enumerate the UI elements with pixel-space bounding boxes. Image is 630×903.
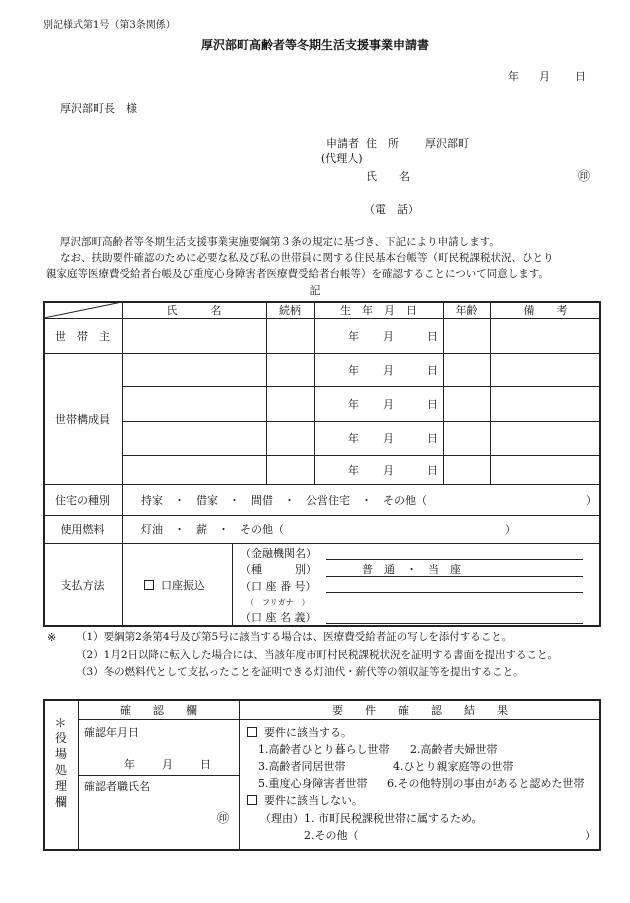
payment-transfer-option[interactable]: 口座振込 [144, 579, 205, 592]
bank-name-line [326, 559, 583, 560]
confirmer-seal-icon: ㊞ [217, 811, 230, 825]
household-head-label: 世 帯 主 [55, 330, 110, 343]
criteria-5: 5.重度心身障害者世帯 [258, 777, 368, 790]
note-2: （2）1月2日以降に転入した場合には、当該年度市町村民税課税状況を証明する書面を提出すること。 [76, 649, 559, 661]
reason-1: 1. 市町民税課税世帯に属するため。 [304, 812, 483, 825]
confirmer-label: 確認者職氏名 [84, 780, 150, 793]
address-value: 厚沢部町 [425, 137, 469, 150]
ki-label: 記 [309, 284, 321, 297]
criteria-4: 4.ひとり親家庭等の世帯 [393, 760, 514, 773]
office-side-label: 役 場 処 理 欄 [54, 731, 67, 809]
account-name-label: （口 座 名 義） [240, 611, 317, 624]
account-type-options: 普 通 ・ 当 座 [362, 563, 461, 576]
applicable-checkbox[interactable] [247, 727, 257, 737]
criteria-3: 3.高齢者同居世帯 [258, 760, 346, 773]
header-name: 氏 名 [166, 304, 222, 317]
form-number: 別記様式第1号（第3条関係） [43, 20, 176, 31]
fuel-close: ） [505, 523, 516, 536]
household-members-label: 世帯構成員 [55, 413, 110, 426]
intro-line-1: 厚沢部町高齢者等冬期生活支援事業実施要綱第３条の規定に基づき、下記により申請します。 [60, 236, 500, 248]
account-number-label: （口 座 番 号） [240, 580, 317, 593]
confirm-date-year: 年 [124, 758, 135, 771]
not-applicable-checkbox[interactable] [247, 795, 257, 805]
reason-2: 2.その他（ [304, 829, 359, 842]
date-year: 年 [508, 70, 519, 83]
housing-label: 住宅の種別 [55, 494, 110, 507]
form-title: 厚沢部町高齢者等冬期生活支援事業申請書 [200, 38, 429, 52]
not-applicable-option[interactable]: 要件に該当しない。 [247, 794, 363, 807]
header-birthdate: 生 年 月 日 [340, 304, 417, 317]
housing-options: 持家 ・ 借家 ・ 間借 ・ 公営住宅 ・ その他（ [141, 494, 427, 507]
note-1: （1）要綱第2条第4号及び第5号に該当する場合は、医療費受給者証の写しを添付すること。 [76, 631, 513, 643]
confirm-date-month: 月 [162, 758, 173, 771]
transfer-checkbox[interactable] [144, 580, 154, 590]
notes-mark: ※ [47, 631, 57, 644]
account-name-line [326, 623, 583, 624]
date-day: 日 [575, 70, 586, 83]
result-header: 要 件 確 認 結 果 [332, 704, 508, 717]
account-type-label: （種 別） [240, 563, 317, 576]
applicable-option[interactable]: 要件に該当する。 [247, 726, 352, 739]
intro-line-3: 親家庭等医療費受給者台帳及び重度心身障害者医療費受給者台帳等）を確認することについて同意します。 [46, 268, 549, 280]
intro-line-2: なお、扶助要件確認のために必要な私及び私の世帯員に関する住民基本台帳等（町民税課税状況、ひとり [60, 252, 554, 264]
address-label: 住 所 [366, 137, 399, 150]
account-number-line [326, 592, 583, 593]
name-label: 氏 名 [366, 170, 410, 183]
reason-close: ） [585, 829, 596, 842]
header-relation: 続柄 [279, 304, 301, 317]
fuel-options: 灯油 ・ 薪 ・ その他（ [141, 523, 284, 536]
header-age: 年齢 [455, 304, 478, 317]
criteria-6: 6.その他特別の事由があると認めた世帯 [387, 777, 585, 790]
furigana-label: （ フリガナ ） [246, 598, 310, 607]
reason-label: （理由） [260, 812, 304, 825]
criteria-1: 1.高齢者ひとり暮らし世帯 [258, 743, 390, 756]
confirm-header: 確 認 欄 [120, 704, 197, 717]
criteria-2: 2.高齢者夫婦世帯 [410, 743, 498, 756]
addressee: 厚沢部町長 様 [60, 102, 137, 115]
bank-name-label: （金融機関名） [240, 547, 317, 560]
account-type-line [326, 576, 583, 577]
housing-close: ） [586, 494, 597, 507]
confirm-date-label: 確認年月日 [84, 726, 139, 739]
note-3: （3）冬の燃料代として支払ったことを証明できる灯油代・薪代等の領収証等を提出すること。 [76, 666, 524, 678]
confirm-date-day: 日 [200, 758, 211, 771]
fuel-label: 使用燃料 [60, 523, 105, 536]
phone-label: （電 話） [364, 203, 419, 216]
corner-diagonal [44, 302, 122, 318]
proxy-label: (代理人) [321, 152, 363, 165]
header-remarks: 備 考 [523, 304, 568, 317]
applicant-label: 申請者 [326, 137, 359, 150]
office-side-mark: ＊ [54, 716, 67, 730]
date-month: 月 [539, 70, 550, 83]
applicant-seal-icon: ㊞ [578, 169, 591, 183]
payment-label: 支払方法 [60, 579, 105, 592]
